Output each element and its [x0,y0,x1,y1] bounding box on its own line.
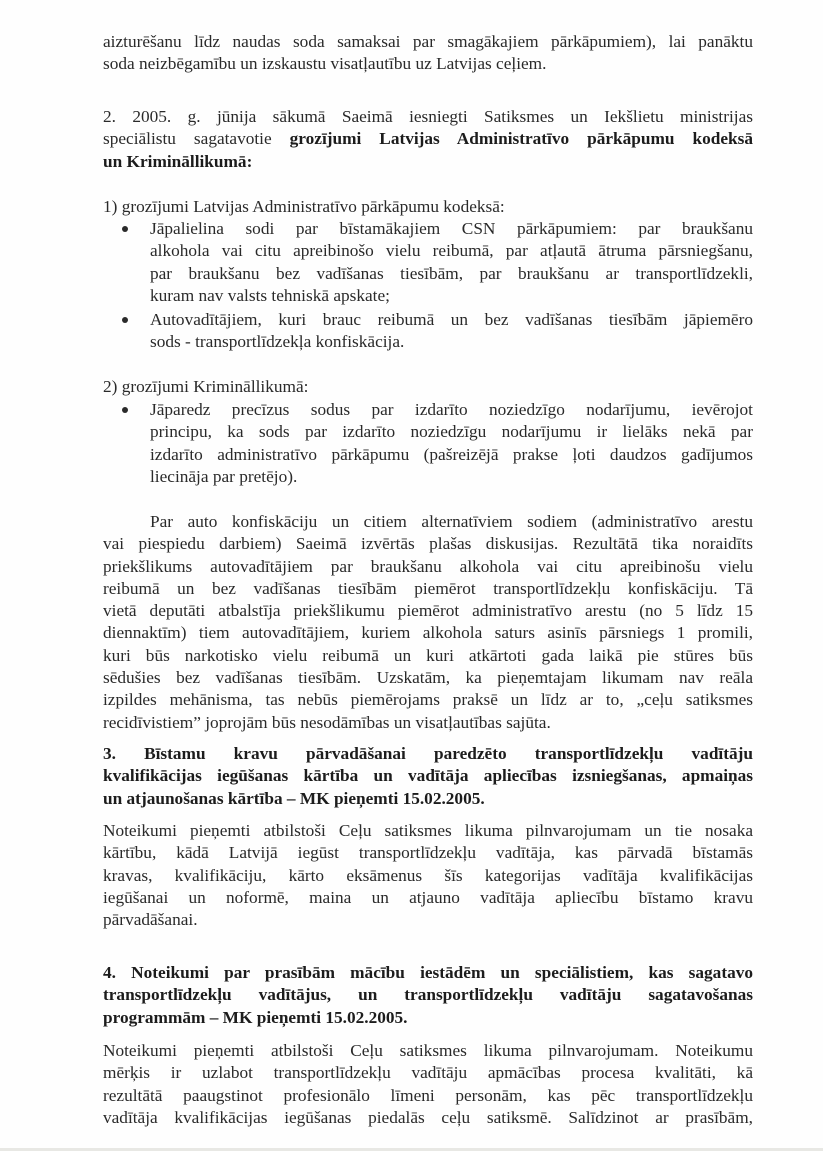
text-line [103,128,753,150]
bullet-item [150,218,753,307]
text-line: 4. Noteikumi par prasībām mācību iestādēm un speciālistiem, kas sagatavo [103,963,753,982]
text-line: 1) grozījumi Latvijas Administratīvo pārkāpumu kodeksā: [103,197,505,216]
text-line: vietā deputāti atbalstīja priekšlikumu piemērot administratīvo arestu (no 5 līdz 15 [103,601,753,621]
text-line: programmām – MK pieņemti 15.02.2005. [103,1007,408,1027]
text-line: Jāparedz precīzus sodus par izdarīto noziedzīgo nodarījumu, ievērojot [150,400,753,419]
text-line: rezultātā paaugstinot profesionālo līmeni personām, kas pēc transportlīdzekļu [103,1085,753,1105]
text-line: recidīvistiem” joprojām būs nesodāmības un visatļautības sajūta. [103,712,551,732]
text-line: vai piespiedu darbiem) Saeimā izvērtās plašas diskusijas. Rezultātā tika noraidīts [103,534,753,554]
bullet-icon [122,226,128,232]
text-line: vadītāja kvalifikācijas iegūšanas piedalās ceļu satiksmē. Salīdzinot ar prasībām, [103,1107,753,1127]
text-line: 2) grozījumi Krimināllikumā: [103,377,309,396]
text-line: Noteikumi pieņemti atbilstoši Ceļu satiksmes likuma pilnvarojumam un tie nosaka [103,821,753,840]
item-2-plain: speciālistu sagatavotie [103,129,290,149]
item-3-heading [103,743,753,810]
sub-2-heading [103,376,753,398]
item-2-bold-title-end: un Krimināllikumā: [103,151,253,171]
text-line: kuri būs narkotisko vielu reibumā un kuri atkārtoti gada laikā pie stūres būs [103,645,753,665]
text-line: priekšlikums autovadītājiem par braukšanu alkohola vai citu apreibinošu vielu [103,556,753,576]
text-line: un atjaunošanas kārtība – MK pieņemti 15.02.2005. [103,788,485,808]
text-line: diennaktīm) tiem autovadītājiem, kuriem alkohola saturs asinīs pārsniegs 1 promili, [103,623,753,643]
text-line: reibumā un bez vadīšanas tiesībām piemērot transportlīdzekļu konfiskāciju. Tā [103,578,753,598]
text-line: kvalifikācijas iegūšanas kārtība un vadītāja apliecības izsniegšanas, apmaiņas [103,766,753,786]
bullet-item [150,399,753,488]
item-4-body [103,1040,753,1129]
item-2-paragraph [103,106,753,173]
text-line: soda neizbēgamību un izskaustu visatļautību uz Latvijas ceļiem. [103,54,547,74]
item-4-heading [103,962,753,1029]
bullet-icon [122,407,128,413]
text-line: 3. Bīstamu kravu pārvadāšanai paredzēto transportlīdzekļu vadītāju [103,744,753,763]
bullet-icon [122,317,128,323]
text-line: Par auto konfiskāciju un citiem alternatīviem sodiem (administratīvo arestu [150,512,753,531]
text-line: kārtību, kādā Latvijā iegūst transportlīdzekļu vadītāja, kas pārvadā bīstamās [103,843,753,863]
text-line: aizturēšanu līdz naudas soda samaksai par smagākajiem pārkāpumiem), lai panāktu [103,32,753,51]
text-line: izdarīto administratīvo pārkāpumu (pašreizējā prakse ļoti daudzos gadījumos [150,444,753,464]
text-line: sods - transportlīdzekļa konfiskācija. [150,332,405,352]
text-line: alkohola vai citu apreibinošo vielu reibumā, par atļautā ātruma pārsniegšanu, [150,241,753,261]
item-3-body [103,820,753,931]
text-line: 2. 2005. g. jūnija sākumā Saeimā iesniegti Satiksmes un Iekšlietu ministrijas [103,107,753,126]
sub-1-heading [103,196,753,218]
intro-paragraph [103,31,753,76]
text-line: iegūšanai un noformē, maina un atjauno vadītāja apliecību bīstamo kravu [103,887,753,907]
discussion-paragraph [103,511,753,734]
text-line: liecināja par pretējo). [150,466,298,486]
text-line: sēdušies bez vadīšanas tiesībām. Uzskatām, ka pieņemtajam likumam nav reāla [103,668,753,688]
text-line: Jāpalielina sodi par bīstamākajiem CSN pārkāpumiem: par braukšanu [150,219,753,238]
bullet-item [150,309,753,354]
text-line: kravas, kvalifikāciju, kārto eksāmenus šīs kategorijas vadītāja kvalifikācijas [103,865,753,885]
text-line: izpildes mehānisma, tas nebūs piemērojams praksē un līdz ar to, „ceļu satiksmes [103,690,753,710]
text-line: pārvadāšanai. [103,910,198,930]
text-line: mērķis ir uzlabot transportlīdzekļu vadītāju apmācības procesa kvalitāti, kā [103,1063,753,1083]
item-2-bold-title: grozījumi Latvijas Administratīvo pārkāpumu kodeksā [289,129,753,149]
text-line: transportlīdzekļu vadītājus, un transportlīdzekļu vadītāju sagatavošanas [103,985,753,1005]
text-line: principu, ka sods par izdarīto noziedzīgu nodarījumu ir lielāks nekā par [150,422,753,442]
text-line: par braukšanu bez vadīšanas tiesībām, par braukšanu ar transportlīdzekli, [150,263,753,283]
text-line: kuram nav valsts tehniskā apskate; [150,285,390,305]
text-line: Autovadītājiem, kuri brauc reibumā un bez vadīšanas tiesībām jāpiemēro [150,310,753,329]
text-line: Noteikumi pieņemti atbilstoši Ceļu satiksmes likuma pilnvarojumam. Noteikumu [103,1041,753,1060]
